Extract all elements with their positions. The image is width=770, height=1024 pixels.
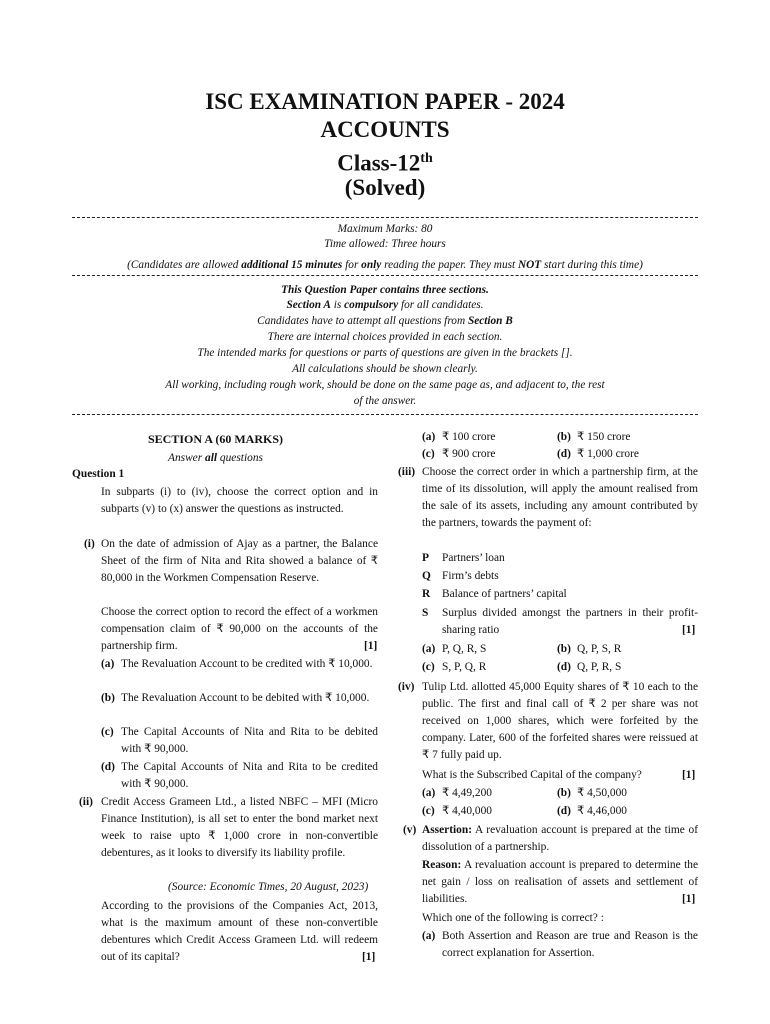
option-c: ₹ 900 crore (442, 448, 496, 460)
option-label: (a) (101, 658, 115, 670)
subpart-number: (iii) (398, 466, 416, 478)
subpart-i-text: On the date of admission of Ajay as a partner, the Balance Sheet of the firm of Nita and Rita showed a balance of ₹ 80,000 in the Workmen Compensation Reserve. (101, 538, 378, 584)
option-b: ₹ 4,50,000 (577, 787, 627, 799)
reading-time-note: (Candidates are allowed additional 15 minutes for only reading the paper. They must NOT start during this time) (127, 259, 643, 271)
option-c: S, P, Q, R (442, 661, 487, 673)
option-a: Both Assertion and Reason are true and Reason is the correct explanation for Assertion. (442, 930, 698, 959)
item-q: Firm’s debts (442, 570, 499, 582)
max-marks: Maximum Marks: 80 (337, 223, 433, 235)
option-a: ₹ 100 crore (442, 431, 496, 443)
instruction-choices: There are internal choices provided in each section. (267, 331, 503, 343)
subpart-iii-text: Choose the correct order in which a partnership firm, at the time of its dissolution, will apply the amount realised from the sale of its assets, including any amount contributed by the partners, towards the payment of: (422, 466, 698, 529)
item-p: Partners’ loan (442, 552, 505, 564)
option-label: (d) (101, 761, 115, 773)
subpart-iv-text: Tulip Ltd. allotted 45,000 Equity shares of ₹ 10 each to the public. The first and final call of ₹ 2 per share was not received on 1,000 shares, which were forfeited by the company. Later, 600 of the forfeited shares were reissued at ₹ 7 fully paid up. (422, 681, 698, 761)
option-b: The Revaluation Account to be debited with ₹ 10,000. (121, 692, 370, 704)
divider (72, 414, 698, 415)
option-c: ₹ 4,40,000 (442, 805, 492, 817)
option-label: (b) (557, 787, 571, 799)
option-label: (c) (422, 805, 435, 817)
option-d: ₹ 1,000 crore (577, 448, 639, 460)
marks-label: [1] (364, 640, 378, 652)
solved-label: (Solved) (344, 175, 426, 200)
option-a: P, Q, R, S (442, 643, 487, 655)
instruction-marks: The intended marks for questions or parts of questions are given in the brackets []. (197, 347, 573, 359)
option-d: The Capital Accounts of Nita and Rita to be credited with ₹ 90,000. (121, 761, 378, 790)
time-allowed: Time allowed: Three hours (324, 238, 446, 250)
instruction-section-b: Candidates have to attempt all questions from Section B (257, 315, 513, 327)
reason-text: Reason: A revaluation account is prepared to determine the net gain / loss on realisation of assets and settlement of liabilities. (422, 859, 698, 905)
option-label: (a) (422, 787, 436, 799)
subpart-v-question: Which one of the following is correct? : (422, 912, 604, 924)
option-label: (d) (557, 448, 571, 460)
item-label: P (422, 552, 429, 564)
option-b: ₹ 150 crore (577, 431, 631, 443)
option-label: (a) (422, 930, 436, 942)
instruction-working-cont: of the answer. (353, 395, 417, 407)
option-label: (a) (422, 643, 436, 655)
option-label: (c) (101, 726, 114, 738)
subpart-number: (iv) (398, 681, 415, 693)
class-title: Class-12th (337, 150, 433, 176)
marks-label: [1] (682, 769, 696, 781)
marks-label: [1] (682, 624, 696, 636)
option-label: (d) (557, 805, 571, 817)
option-a: ₹ 4,49,200 (442, 787, 492, 799)
divider (72, 275, 698, 276)
item-r: Balance of partners’ capital (442, 588, 567, 600)
subpart-number: (v) (403, 824, 417, 836)
subpart-iv-question: What is the Subscribed Capital of the company? (422, 769, 642, 781)
item-label: S (422, 607, 429, 619)
option-a: The Revaluation Account to be credited with ₹ 10,000. (121, 658, 373, 670)
option-label: (c) (422, 448, 435, 460)
marks-label: [1] (682, 893, 696, 905)
option-label: (b) (557, 431, 571, 443)
marks-label: [1] (362, 951, 376, 963)
question-intro: In subparts (i) to (iv), choose the correct option and in subparts (v) to (x) answer the questions as instructed. (101, 486, 378, 515)
paper-title: ISC EXAMINATION PAPER - 2024 (205, 89, 565, 114)
option-d: ₹ 4,46,000 (577, 805, 627, 817)
subpart-number: (i) (84, 538, 95, 550)
assertion-text: Assertion: A revaluation account is prepared at the time of dissolution of a partnership. (422, 824, 698, 853)
divider (72, 217, 698, 218)
option-b: Q, P, S, R (577, 643, 622, 655)
subpart-number: (ii) (79, 796, 93, 808)
option-d: Q, P, R, S (577, 661, 622, 673)
instruction-sections: This Question Paper contains three sections. (281, 284, 489, 296)
option-label: (b) (557, 643, 571, 655)
item-s: Surplus divided amongst the partners in their profit-sharing ratio (442, 607, 698, 636)
item-label: R (422, 588, 431, 600)
source-citation: (Source: Economic Times, 20 August, 2023) (168, 881, 369, 893)
instruction-calculations: All calculations should be shown clearly. (292, 363, 478, 375)
section-heading: SECTION A (60 MARKS) (148, 432, 284, 446)
option-label: (c) (422, 661, 435, 673)
subject-title: ACCOUNTS (320, 117, 450, 142)
section-subheading: Answer all questions (168, 452, 263, 464)
subpart-ii-text: Credit Access Grameen Ltd., a listed NBFC – MFI (Micro Finance Institution), is all set to enter the bond market next week to raise upto ₹ 1,000 crore in non-convertible debentures, as it looks to diversify its liability profile. (101, 796, 378, 859)
question-label: Question 1 (72, 468, 125, 480)
instruction-working: All working, including rough work, should be done on the same page as, and adjacent to, the rest (165, 379, 605, 391)
option-label: (a) (422, 431, 436, 443)
option-label: (b) (101, 692, 115, 704)
option-label: (d) (557, 661, 571, 673)
subpart-i-question: Choose the correct option to record the effect of a workmen compensation claim of ₹ 90,000 on the accounts of the partnership firm. (101, 606, 378, 652)
option-c: The Capital Accounts of Nita and Rita to be debited with ₹ 90,000. (121, 726, 378, 755)
item-label: Q (422, 570, 431, 582)
subpart-ii-question: According to the provisions of the Companies Act, 2013, what is the maximum amount of these non-convertible debentures which Credit Access Grameen Ltd. will redeem out of its capital? (101, 900, 378, 963)
instruction-section-a: Section A is compulsory for all candidates. (286, 299, 484, 311)
